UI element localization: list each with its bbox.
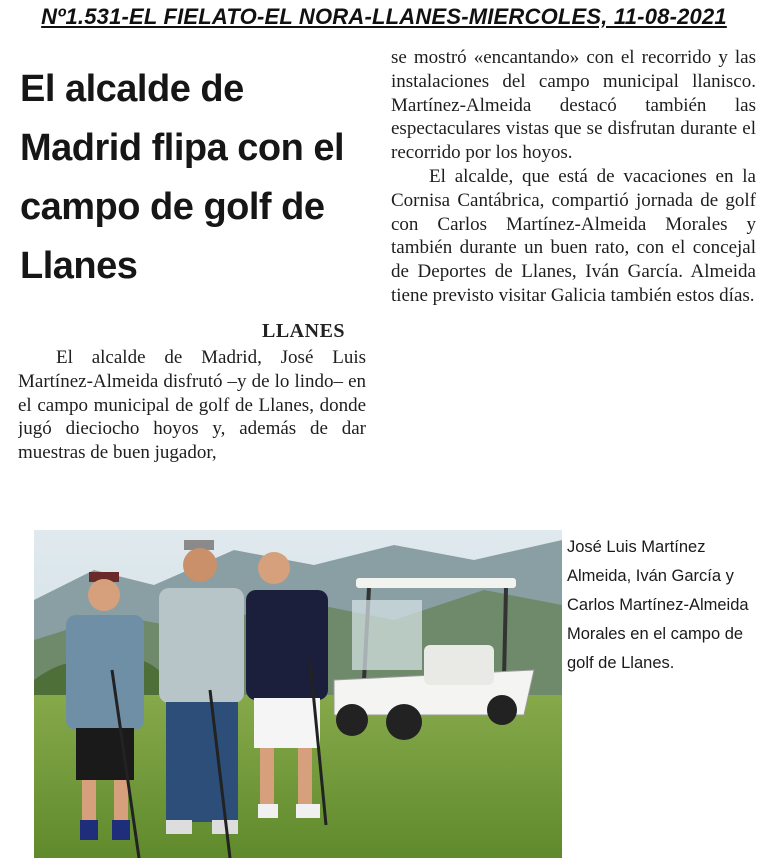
issue-header: Nº1.531-EL FIELATO-EL NORA-LLANES-MIERCOLES, 11-08-2021	[41, 4, 727, 29]
article-right-column	[391, 46, 756, 308]
article-paragraph-2: se mostró «encantando» con el recorrido y las instalaciones del campo municipal llanisco. Martínez-Almeida destacó también las espectaculares vistas que se disfrutan durante el recorrido por los hoyos.	[391, 47, 756, 164]
photo-caption: José Luis Martínez Almeida, Iván García y Carlos Martínez-Almeida Morales en el campo de golf de Llanes.	[567, 538, 749, 672]
article-paragraph-1: El alcalde de Madrid, José Luis Martínez-Almeida disfrutó –y de lo lindo– en el campo municipal de golf de Llanes, donde jugó dieciocho hoyos y, además de dar muestras de buen jugador,	[18, 347, 366, 464]
article-photo	[34, 530, 562, 858]
article-headline: El alcalde de Madrid flipa con el campo de golf de Llanes	[20, 68, 345, 287]
golf-course-photo	[34, 530, 562, 858]
article-left-column	[18, 346, 366, 524]
article-paragraph-3: El alcalde, que está de vacaciones en la Cornisa Cantábrica, compartió jornada de golf con Carlos Martínez-Almeida Morales y también durante un buen rato, con el concejal de Deportes de Llanes, Iván García. Almeida tiene previsto visitar Galicia también estos días.	[391, 165, 756, 306]
article-byline: LLANES	[262, 320, 346, 342]
